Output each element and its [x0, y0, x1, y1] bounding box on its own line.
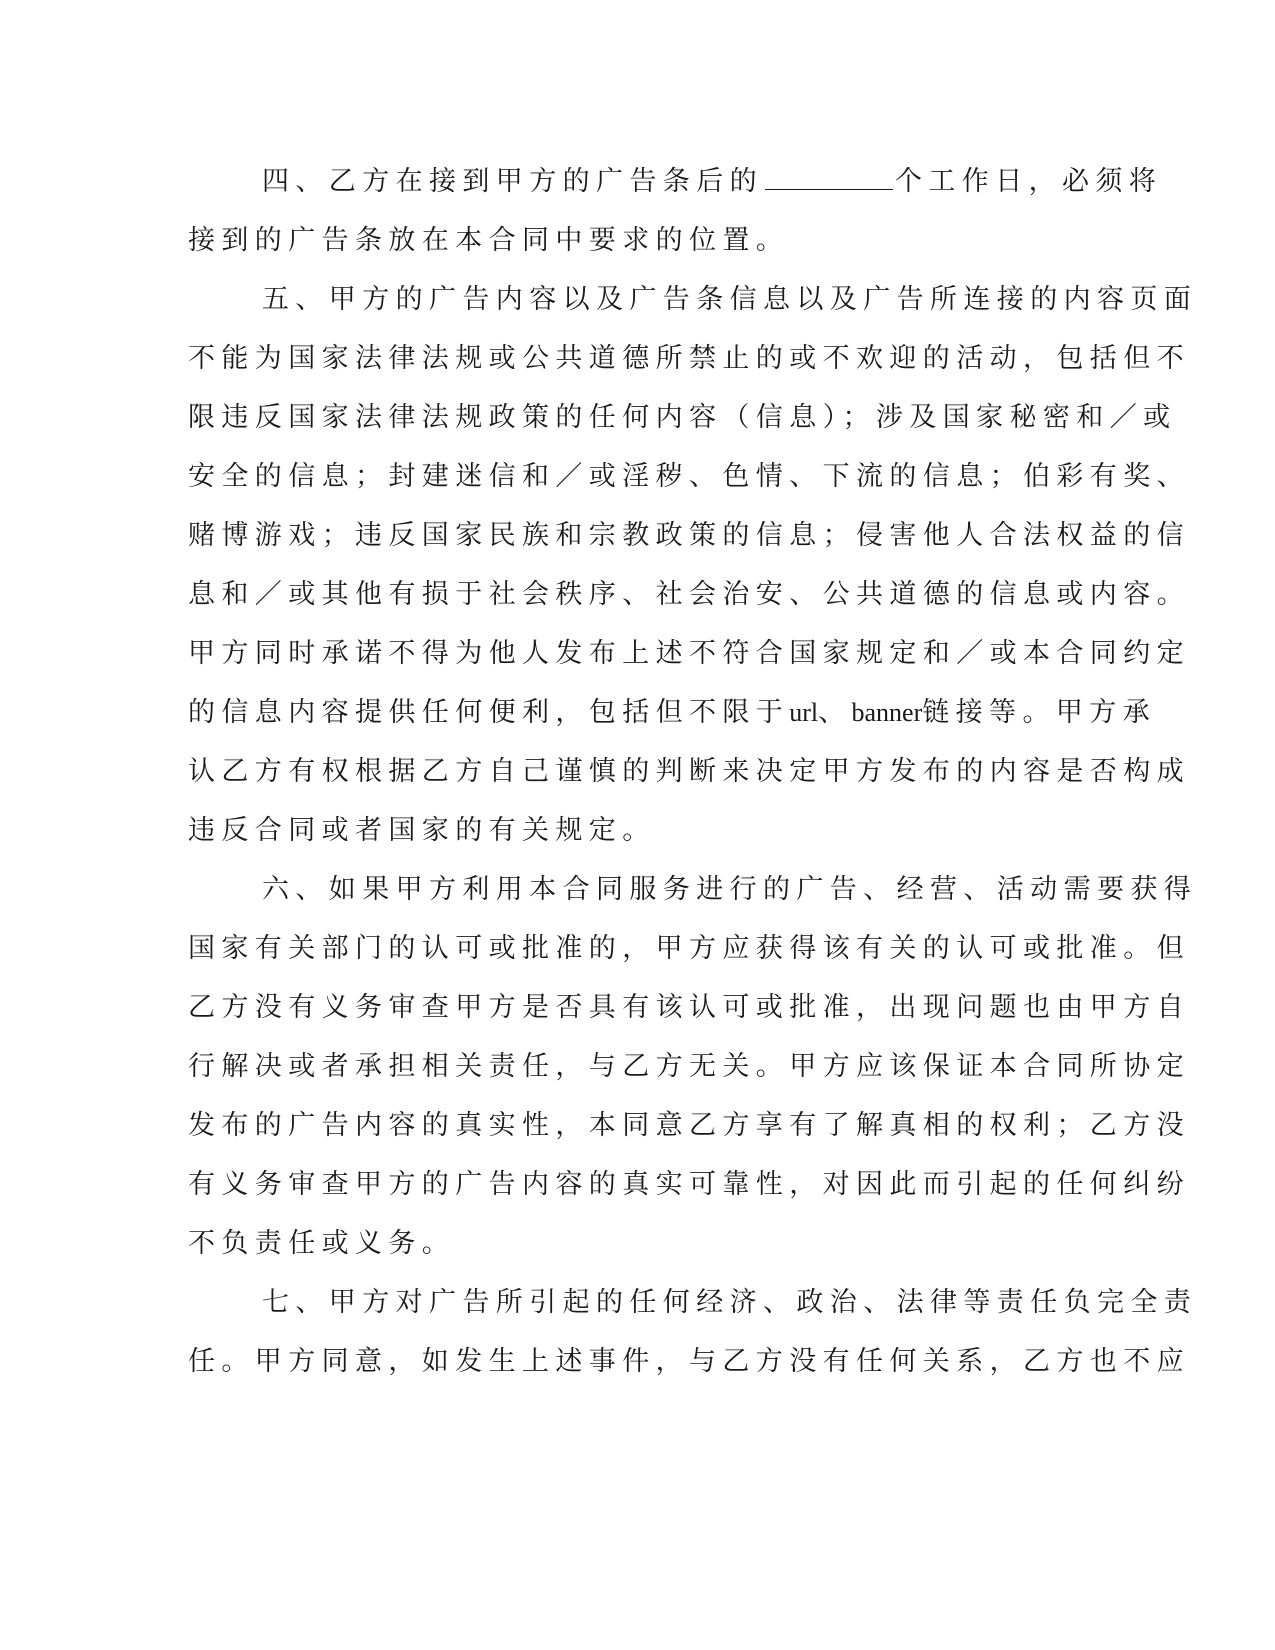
clause-6-line-5: 发布的广告内容的真实性，本同意乙方享有了解真相的权利；乙方没 — [188, 1110, 1190, 1141]
clause-6-line-7: 不负责任或义务。 — [188, 1228, 456, 1259]
clause-4-line-1 — [188, 152, 1163, 211]
clause-4-line-2: 接到的广告条放在本合同中要求的位置。 — [188, 225, 790, 256]
document-body — [188, 152, 1198, 1391]
clause-6 — [188, 860, 1198, 1273]
clause-5-line-2: 不能为国家法律法规或公共道德所禁止的或不欢迎的活动，包括但不 — [188, 343, 1190, 374]
clause-7-line-2: 任。甲方同意，如发生上述事件，与乙方没有任何关系，乙方也不应 — [188, 1346, 1190, 1377]
url-term: url — [789, 698, 819, 727]
clause-5-line-9: 认乙方有权根据乙方自己谨慎的判断来决定甲方发布的内容是否构成 — [188, 756, 1190, 787]
fill-in-blank-workdays[interactable] — [765, 163, 893, 190]
clause-5-line-10: 违反合同或者国家的有关规定。 — [188, 815, 656, 846]
clause-5-line-8 — [188, 683, 1157, 742]
clause-4-text-after-blank: 个工作日，必须将 — [895, 166, 1163, 197]
clause-5-line-8-part-b: 链接等。甲方承 — [922, 697, 1157, 728]
clause-5-line-1: 五、甲方的广告内容以及广告条信息以及广告所连接的内容页面 — [262, 284, 1198, 315]
clause-6-line-4: 行解决或者承担相关责任，与乙方无关。甲方应该保证本合同所协定 — [188, 1051, 1190, 1082]
clause-5-line-5: 赌博游戏；违反国家民族和宗教政策的信息；侵害他人合法权益的信 — [188, 520, 1190, 551]
clause-5 — [188, 270, 1198, 860]
enumeration-comma: 、 — [818, 697, 852, 728]
clause-5-line-6: 息和／或其他有损于社会秩序、社会治安、公共道德的信息或内容。 — [188, 579, 1190, 610]
banner-term: banner — [851, 698, 923, 727]
clause-6-line-6: 有义务审查甲方的广告内容的真实可靠性，对因此而引起的任何纠纷 — [188, 1169, 1190, 1200]
clause-6-line-3: 乙方没有义务审查甲方是否具有该认可或批准，出现问题也由甲方自 — [188, 992, 1190, 1023]
clause-7-line-1: 七、甲方对广告所引起的任何经济、政治、法律等责任负完全责 — [262, 1287, 1198, 1318]
clause-7 — [188, 1273, 1198, 1391]
clause-6-line-1: 六、如果甲方利用本合同服务进行的广告、经营、活动需要获得 — [262, 874, 1198, 905]
clause-5-line-3: 限违反国家法律法规政策的任何内容（信息）；涉及国家秘密和／或 — [188, 402, 1177, 433]
clause-5-line-4: 安全的信息；封建迷信和／或淫秽、色情、下流的信息；伯彩有奖、 — [188, 461, 1190, 492]
clause-5-line-8-part-a: 的信息内容提供任何便利，包括但不限于 — [188, 697, 790, 728]
clause-6-line-2: 国家有关部门的认可或批准的，甲方应获得该有关的认可或批准。但 — [188, 933, 1190, 964]
clause-5-line-7: 甲方同时承诺不得为他人发布上述不符合国家规定和／或本合同约定 — [188, 638, 1190, 669]
clause-4-text-before-blank: 四、乙方在接到甲方的广告条后的 — [262, 166, 763, 197]
clause-4 — [188, 152, 1163, 270]
